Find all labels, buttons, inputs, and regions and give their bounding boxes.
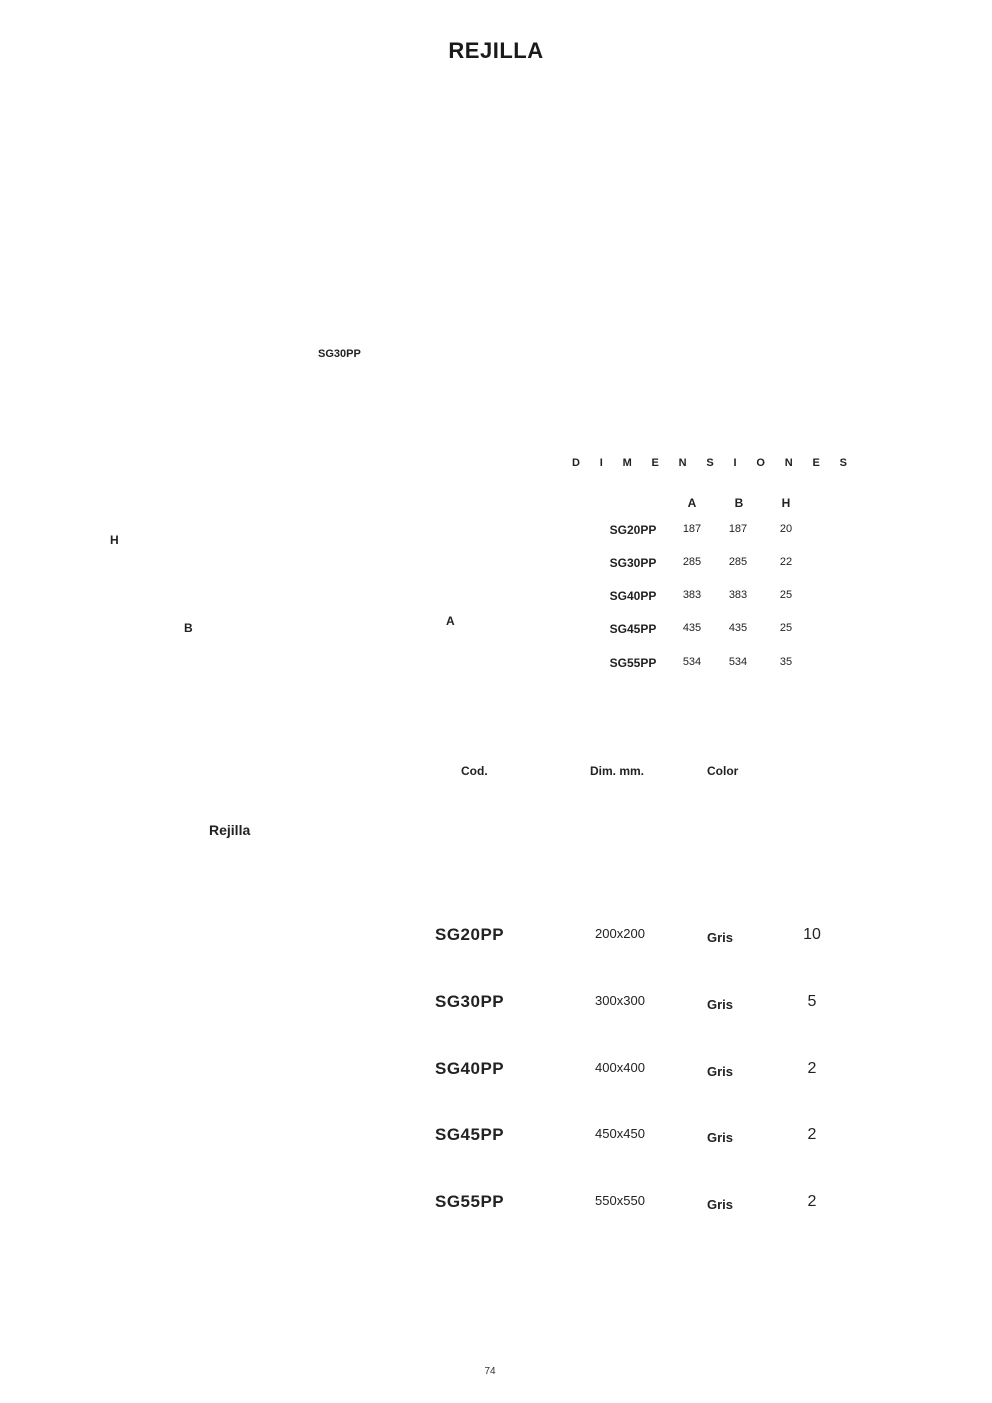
dimensions-row-code: SG30PP <box>609 556 657 570</box>
product-color: Gris <box>707 1064 734 1079</box>
product-dim: 200x200 <box>595 926 645 941</box>
dimensions-heading-letter: O <box>756 457 765 469</box>
dimensions-heading-letter: E <box>812 457 820 469</box>
list-header-color: Color <box>707 764 739 778</box>
dimensions-row-b: 383 <box>728 589 748 601</box>
page-number: 74 <box>484 1366 496 1377</box>
dimensions-row-code: SG20PP <box>609 523 657 537</box>
dimensions-row-a: 383 <box>682 589 702 601</box>
dimensions-col-b: B <box>734 496 744 510</box>
product-dim: 550x550 <box>595 1193 645 1208</box>
product-code: SG20PP <box>435 925 505 944</box>
dimensions-heading-letter: S <box>839 457 847 469</box>
dimensions-row-h: 35 <box>779 656 793 668</box>
dimensions-row-code: SG40PP <box>609 589 657 603</box>
product-code: SG45PP <box>435 1125 505 1144</box>
dimensions-row-h: 20 <box>779 523 793 535</box>
list-header-dim: Dim. mm. <box>590 764 645 778</box>
dimensions-row-a: 534 <box>682 656 702 668</box>
dimensions-row-b: 285 <box>728 556 748 568</box>
product-dim: 450x450 <box>595 1126 645 1141</box>
product-qty: 2 <box>807 1060 817 1077</box>
product-color: Gris <box>707 997 734 1012</box>
dimensions-row-h: 25 <box>779 589 793 601</box>
dimensions-row-a: 285 <box>682 556 702 568</box>
product-code: SG30PP <box>435 992 505 1011</box>
dimensions-row-code: SG45PP <box>609 622 657 636</box>
dimensions-col-h: H <box>781 496 791 510</box>
product-family-label: Rejilla <box>209 822 251 838</box>
dimensions-row-b: 435 <box>728 622 748 634</box>
dimensions-col-a: A <box>687 496 697 510</box>
product-color: Gris <box>707 1197 734 1212</box>
dimensions-row-b: 534 <box>728 656 748 668</box>
dimensions-row-b: 187 <box>728 523 748 535</box>
dimensions-heading-letter: D <box>572 457 580 469</box>
dimensions-heading-letter: I <box>599 457 603 469</box>
product-qty: 5 <box>807 993 817 1010</box>
dimensions-heading-letter: N <box>678 457 687 469</box>
dimensions-row-h: 22 <box>779 556 793 568</box>
dimensions-row-code: SG55PP <box>609 656 657 670</box>
dimensions-heading-letter: N <box>784 457 793 469</box>
dimensions-row-a: 187 <box>682 523 702 535</box>
dimensions-heading-letter: E <box>651 457 659 469</box>
product-code: SG40PP <box>435 1059 505 1078</box>
page-title: REJILLA <box>448 38 544 63</box>
photo-caption: SG30PP <box>318 348 361 360</box>
product-qty: 2 <box>807 1126 817 1143</box>
dimensions-heading <box>572 457 847 469</box>
dimensions-row-h: 25 <box>779 622 793 634</box>
product-code: SG55PP <box>435 1192 505 1211</box>
product-qty: 2 <box>807 1193 817 1210</box>
drawing-label-b: B <box>184 621 193 635</box>
dimensions-heading-letter: M <box>622 457 632 469</box>
list-header-code: Cod. <box>461 764 488 778</box>
product-color: Gris <box>707 930 734 945</box>
dimensions-heading-letter: S <box>706 457 714 469</box>
drawing-label-h: H <box>110 533 119 547</box>
dimensions-heading-letter: I <box>733 457 737 469</box>
product-dim: 300x300 <box>595 993 645 1008</box>
dimensions-row-a: 435 <box>682 622 702 634</box>
drawing-label-a: A <box>446 614 455 628</box>
product-dim: 400x400 <box>595 1060 645 1075</box>
product-qty: 10 <box>803 926 821 943</box>
product-color: Gris <box>707 1130 734 1145</box>
